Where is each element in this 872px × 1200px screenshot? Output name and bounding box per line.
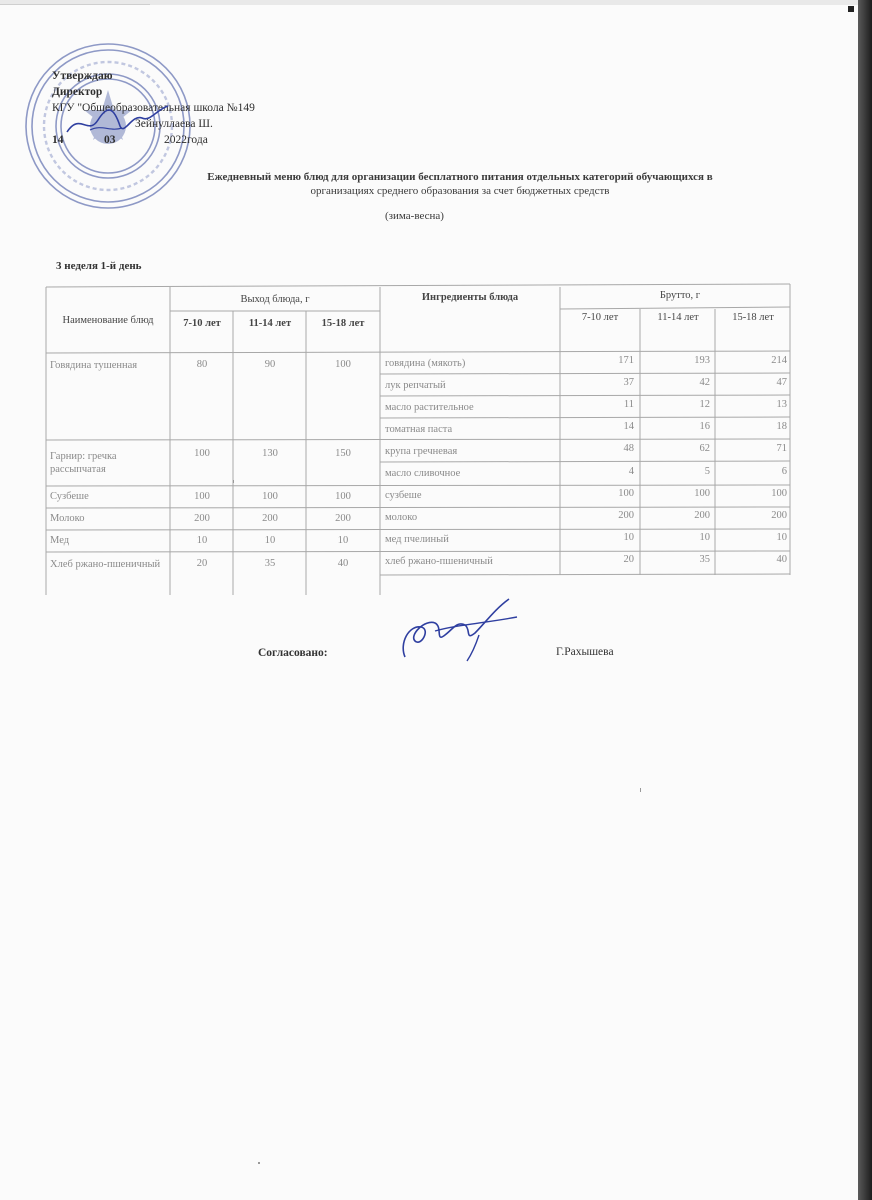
agreed-signature [395, 595, 520, 665]
ingredient-gross-15-18: 6 [781, 466, 787, 477]
header-age-15-18: 15-18 лет [321, 318, 365, 329]
approval-month: 03 [104, 134, 116, 146]
dish-output-7-10: 10 [196, 535, 208, 546]
ingredient-name: хлеб ржано-пшеничный [385, 556, 493, 567]
dish-output-15-18: 10 [337, 535, 349, 546]
dish-output-11-14: 10 [264, 535, 276, 546]
dish-name: Гарнир: гречка рассыпчатая [50, 451, 117, 475]
ingredient-gross-11-14: 193 [694, 355, 710, 366]
dish-output-11-14: 100 [262, 491, 278, 502]
dish-output-7-10: 100 [194, 491, 210, 502]
dish-name: Молоко [50, 513, 85, 524]
header-gross-age-7-10: 7-10 лет [581, 312, 619, 323]
ingredient-name: томатная паста [385, 424, 453, 435]
approval-day: 14 [52, 134, 64, 146]
ingredient-gross-11-14: 35 [699, 554, 710, 565]
ingredient-name: крупа гречневая [385, 446, 458, 457]
scan-speck [258, 1162, 260, 1164]
dish-output-7-10: 20 [196, 558, 208, 569]
dish-output-7-10: 100 [194, 448, 210, 459]
dish-output-15-18: 40 [337, 558, 349, 569]
approval-title: Утверждаю [52, 70, 113, 82]
dish-name: Говядина тушенная [50, 360, 138, 371]
ingredient-name: масло растительное [385, 402, 474, 413]
ingredient-gross-7-10: 4 [628, 466, 634, 477]
title-line-2: организациях среднего образования за счет бюджетных средств [310, 185, 610, 197]
dish-output-11-14: 130 [262, 448, 278, 459]
ingredient-gross-11-14: 5 [704, 466, 710, 477]
dish-name: Хлеб ржано-пшеничный [50, 559, 161, 570]
ingredient-name: молоко [385, 512, 418, 523]
ingredient-gross-15-18: 47 [776, 377, 787, 388]
ingredient-gross-7-10: 171 [618, 355, 634, 366]
ingredient-gross-7-10: 20 [623, 554, 634, 565]
ingredient-gross-15-18: 214 [771, 355, 787, 366]
header-age-11-14: 11-14 лет [248, 318, 292, 329]
approval-organization: КГУ "Общеобразовательная школа №149 [52, 102, 255, 114]
ingredient-gross-15-18: 10 [776, 532, 787, 543]
dish-name: Сузбеше [50, 491, 89, 502]
ingredient-gross-15-18: 71 [776, 443, 787, 454]
ingredient-gross-7-10: 200 [618, 510, 634, 521]
header-gross-age-11-14: 11-14 лет [657, 312, 699, 323]
dish-output-15-18: 200 [335, 513, 351, 524]
ingredient-gross-7-10: 100 [618, 488, 634, 499]
ingredient-gross-7-10: 14 [623, 421, 634, 432]
header-dish-name: Наименование блюд [62, 315, 154, 326]
season-label: (зима-весна) [385, 210, 444, 222]
header-gross: Брутто, г [659, 290, 701, 301]
ingredient-gross-15-18: 40 [776, 554, 787, 565]
dish-output-7-10: 80 [196, 359, 208, 370]
ingredient-name: масло сливочное [385, 468, 461, 479]
scan-speck [233, 480, 234, 483]
dish-output-11-14: 90 [264, 359, 276, 370]
dish-name: Мед [50, 535, 70, 546]
ingredient-gross-11-14: 12 [699, 399, 710, 410]
header-output: Выход блюда, г [240, 294, 310, 305]
dish-output-11-14: 35 [264, 558, 276, 569]
week-day-label: 3 неделя 1-й день [56, 260, 142, 272]
ingredient-gross-11-14: 100 [694, 488, 710, 499]
agreed-name: Г.Рахышева [556, 646, 614, 658]
ingredient-gross-7-10: 48 [623, 443, 634, 454]
approval-director-name: Зейнуллаева Ш. [135, 118, 213, 130]
ingredient-gross-11-14: 62 [699, 443, 710, 454]
ingredient-gross-15-18: 18 [776, 421, 787, 432]
ingredient-gross-11-14: 10 [699, 532, 710, 543]
ingredient-gross-11-14: 16 [699, 421, 710, 432]
approval-year: 2022года [164, 134, 208, 146]
ingredient-gross-15-18: 13 [776, 399, 787, 410]
dish-output-15-18: 150 [335, 448, 351, 459]
ingredient-gross-7-10: 37 [623, 377, 634, 388]
ingredient-name: мед пчелиный [385, 534, 449, 545]
approval-position: Директор [52, 86, 103, 98]
ingredient-name: лук репчатый [385, 380, 446, 391]
header-ingredients: Ингредиенты блюда [421, 292, 519, 303]
ingredient-gross-7-10: 10 [623, 532, 634, 543]
ingredient-gross-7-10: 11 [623, 399, 634, 410]
dish-output-15-18: 100 [335, 359, 351, 370]
ingredient-gross-15-18: 200 [771, 510, 787, 521]
header-age-7-10: 7-10 лет [183, 318, 221, 329]
ingredient-gross-15-18: 100 [771, 488, 787, 499]
ingredient-gross-11-14: 200 [694, 510, 710, 521]
ingredient-name: говядина (мякоть) [385, 358, 466, 369]
ingredient-gross-11-14: 42 [699, 377, 710, 388]
ingredient-name: сузбеше [385, 490, 422, 501]
title-line-1: Ежедневный меню блюд для организации бесплатного питания отдельных категорий обучающихся в [207, 171, 713, 183]
header-gross-age-15-18: 15-18 лет [732, 312, 774, 323]
dish-output-15-18: 100 [335, 491, 351, 502]
scan-speck [640, 788, 641, 792]
dish-output-7-10: 200 [194, 513, 210, 524]
dish-output-11-14: 200 [262, 513, 278, 524]
agreed-label: Согласовано: [258, 647, 328, 659]
